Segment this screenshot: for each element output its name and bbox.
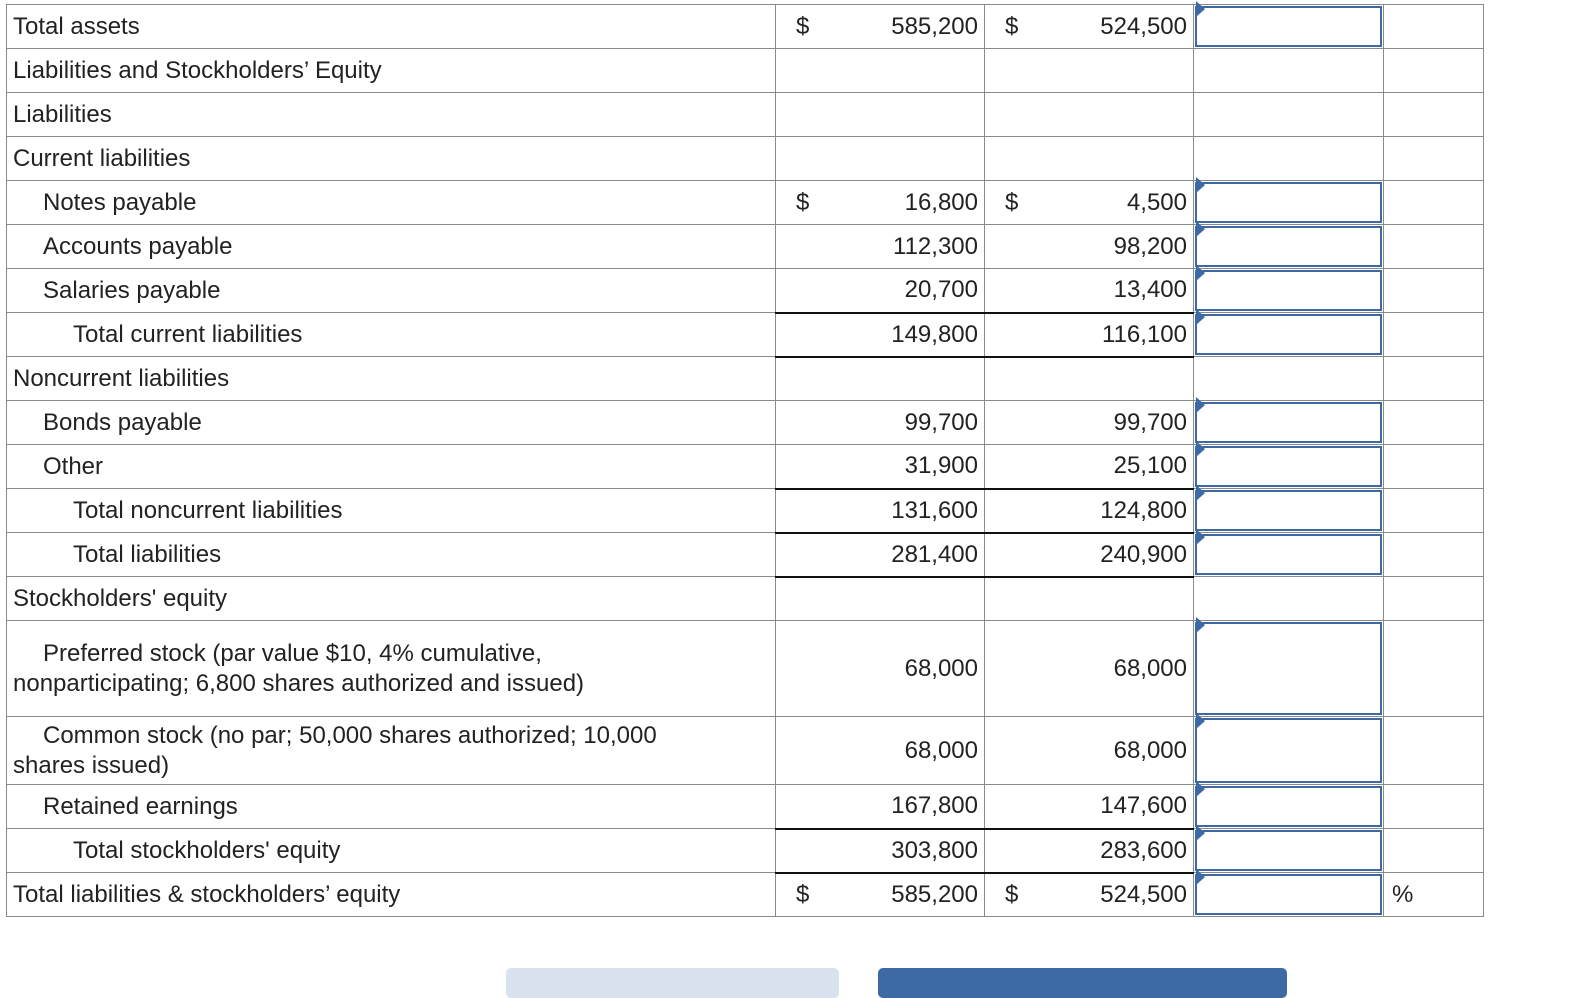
answer-input[interactable]: [1197, 8, 1380, 45]
current-year-cell: 68,000: [776, 621, 985, 717]
current-year-cell: 112,300: [776, 225, 985, 269]
prior-year-cell: 25,100: [985, 445, 1194, 489]
answer-cell: [1194, 533, 1384, 577]
input-flag-icon: [1196, 781, 1205, 797]
input-flag-icon: [1196, 713, 1205, 729]
current-year-cell: 99,700: [776, 401, 985, 445]
prior-year-cell: $ 524,500: [985, 5, 1194, 49]
row-label: Notes payable: [7, 181, 776, 225]
answer-input[interactable]: [1197, 228, 1380, 265]
row-label: Total assets: [7, 5, 776, 49]
percent-unit-label: %: [1392, 880, 1414, 908]
answer-input[interactable]: [1197, 624, 1380, 713]
unit-cell: [1384, 829, 1484, 873]
table-row: [7, 829, 1484, 873]
row-label: Other: [7, 445, 776, 489]
answer-input[interactable]: [1197, 876, 1380, 913]
row-label: Accounts payable: [7, 225, 776, 269]
answer-input-box[interactable]: [1195, 6, 1382, 47]
table-row: [7, 533, 1484, 577]
answer-input-box[interactable]: [1195, 270, 1382, 311]
answer-input[interactable]: [1197, 492, 1380, 529]
answer-cell: [1194, 269, 1384, 313]
table-row: [7, 401, 1484, 445]
current-year-cell: 31,900: [776, 445, 985, 489]
table-row: [7, 269, 1484, 313]
unit-cell: [1384, 621, 1484, 717]
prior-year-cell: 68,000: [985, 717, 1194, 785]
table-row: [7, 577, 1484, 621]
answer-cell: [1194, 5, 1384, 49]
answer-input-box[interactable]: [1195, 786, 1382, 827]
unit-cell: [1384, 181, 1484, 225]
row-label: Total noncurrent liabilities: [7, 489, 776, 533]
input-flag-icon: [1196, 221, 1205, 237]
input-flag-icon: [1196, 309, 1205, 325]
prior-year-cell: 147,600: [985, 785, 1194, 829]
unit-cell: [1384, 785, 1484, 829]
current-year-cell: 281,400: [776, 533, 985, 577]
prior-year-cell: 99,700: [985, 401, 1194, 445]
table-row: [7, 445, 1484, 489]
answer-input-box[interactable]: [1195, 534, 1382, 575]
row-label: Common stock (no par; 50,000 shares authorized; 10,000 shares issued): [7, 717, 776, 785]
table-row: [7, 489, 1484, 533]
answer-input[interactable]: [1197, 404, 1380, 441]
row-label: Bonds payable: [7, 401, 776, 445]
unit-cell: [1384, 401, 1484, 445]
current-year-cell: 20,700: [776, 269, 985, 313]
current-year-cell: 303,800: [776, 829, 985, 873]
table-row: [7, 5, 1484, 49]
answer-input[interactable]: [1197, 448, 1380, 485]
section-heading: Noncurrent liabilities: [7, 357, 776, 401]
table-row: [7, 49, 1484, 93]
row-label: Total liabilities & stockholders’ equity: [7, 873, 776, 917]
prior-year-cell: 240,900: [985, 533, 1194, 577]
prior-year-cell: $ 4,500: [985, 181, 1194, 225]
current-year-cell: 149,800: [776, 313, 985, 357]
row-label: Total current liabilities: [7, 313, 776, 357]
answer-cell: [1194, 873, 1384, 917]
answer-input-box[interactable]: [1195, 830, 1382, 871]
unit-cell: [1384, 5, 1484, 49]
answer-input-box[interactable]: [1195, 402, 1382, 443]
input-flag-icon: [1196, 177, 1205, 193]
prior-year-cell: 283,600: [985, 829, 1194, 873]
balance-sheet-table: [6, 4, 1484, 917]
answer-input[interactable]: [1197, 184, 1380, 221]
current-year-cell: 131,600: [776, 489, 985, 533]
section-heading: Current liabilities: [7, 137, 776, 181]
input-flag-icon: [1196, 441, 1205, 457]
previous-button[interactable]: [506, 968, 839, 998]
unit-cell: [1384, 717, 1484, 785]
unit-cell: [1384, 313, 1484, 357]
answer-input[interactable]: [1197, 272, 1380, 309]
answer-cell: [1194, 181, 1384, 225]
unit-cell: [1384, 445, 1484, 489]
prior-year-cell: 116,100: [985, 313, 1194, 357]
row-label: Total stockholders' equity: [7, 829, 776, 873]
answer-input[interactable]: [1197, 316, 1380, 353]
answer-cell: [1194, 401, 1384, 445]
answer-input-box[interactable]: [1195, 490, 1382, 531]
table-row: [7, 137, 1484, 181]
current-year-cell: 68,000: [776, 717, 985, 785]
row-label: Preferred stock (par value $10, 4% cumulative, nonparticipating; 6,800 shares authorized and issued): [7, 621, 776, 717]
section-heading: Liabilities and Stockholders’ Equity: [7, 49, 776, 93]
table-row: [7, 225, 1484, 269]
answer-cell: [1194, 785, 1384, 829]
input-flag-icon: [1196, 529, 1205, 545]
prior-year-cell: 124,800: [985, 489, 1194, 533]
prior-year-cell: 68,000: [985, 621, 1194, 717]
input-flag-icon: [1196, 485, 1205, 501]
input-flag-icon: [1196, 869, 1205, 885]
answer-input-box[interactable]: [1195, 314, 1382, 355]
answer-input[interactable]: [1197, 536, 1380, 573]
input-flag-icon: [1196, 265, 1205, 281]
unit-cell: [1384, 533, 1484, 577]
unit-cell: [1384, 489, 1484, 533]
table-row: [7, 93, 1484, 137]
current-year-cell: $ 16,800: [776, 181, 985, 225]
answer-input-box[interactable]: [1195, 622, 1382, 715]
answer-input-box[interactable]: [1195, 446, 1382, 487]
answer-input[interactable]: [1197, 832, 1380, 869]
table-row: [7, 357, 1484, 401]
input-flag-icon: [1196, 617, 1205, 633]
answer-cell: [1194, 829, 1384, 873]
answer-cell: [1194, 717, 1384, 785]
input-flag-icon: [1196, 397, 1205, 413]
next-button[interactable]: [878, 968, 1287, 998]
current-year-cell: 167,800: [776, 785, 985, 829]
table-row: [7, 785, 1484, 829]
prior-year-cell: 13,400: [985, 269, 1194, 313]
answer-cell: [1194, 313, 1384, 357]
answer-cell: [1194, 445, 1384, 489]
answer-input-box[interactable]: [1195, 226, 1382, 267]
unit-cell: [1384, 873, 1484, 917]
input-flag-icon: [1196, 1, 1205, 17]
unit-cell: [1384, 225, 1484, 269]
table-row: [7, 873, 1484, 917]
answer-input[interactable]: [1197, 788, 1380, 825]
current-year-cell: $ 585,200: [776, 5, 985, 49]
prior-year-cell: 98,200: [985, 225, 1194, 269]
section-heading: Stockholders' equity: [7, 577, 776, 621]
current-year-cell: $ 585,200: [776, 873, 985, 917]
table-row: [7, 313, 1484, 357]
table-row: [7, 181, 1484, 225]
input-flag-icon: [1196, 825, 1205, 841]
answer-input[interactable]: [1197, 720, 1380, 781]
answer-input-box[interactable]: [1195, 874, 1382, 915]
answer-input-box[interactable]: [1195, 182, 1382, 223]
table-row: [7, 717, 1484, 785]
section-heading: Liabilities: [7, 93, 776, 137]
prior-year-cell: $ 524,500: [985, 873, 1194, 917]
unit-cell: [1384, 269, 1484, 313]
answer-input-box[interactable]: [1195, 718, 1382, 783]
row-label: Retained earnings: [7, 785, 776, 829]
answer-cell: [1194, 489, 1384, 533]
table-row: [7, 621, 1484, 717]
row-label: Total liabilities: [7, 533, 776, 577]
row-label: Salaries payable: [7, 269, 776, 313]
answer-cell: [1194, 621, 1384, 717]
answer-cell: [1194, 225, 1384, 269]
